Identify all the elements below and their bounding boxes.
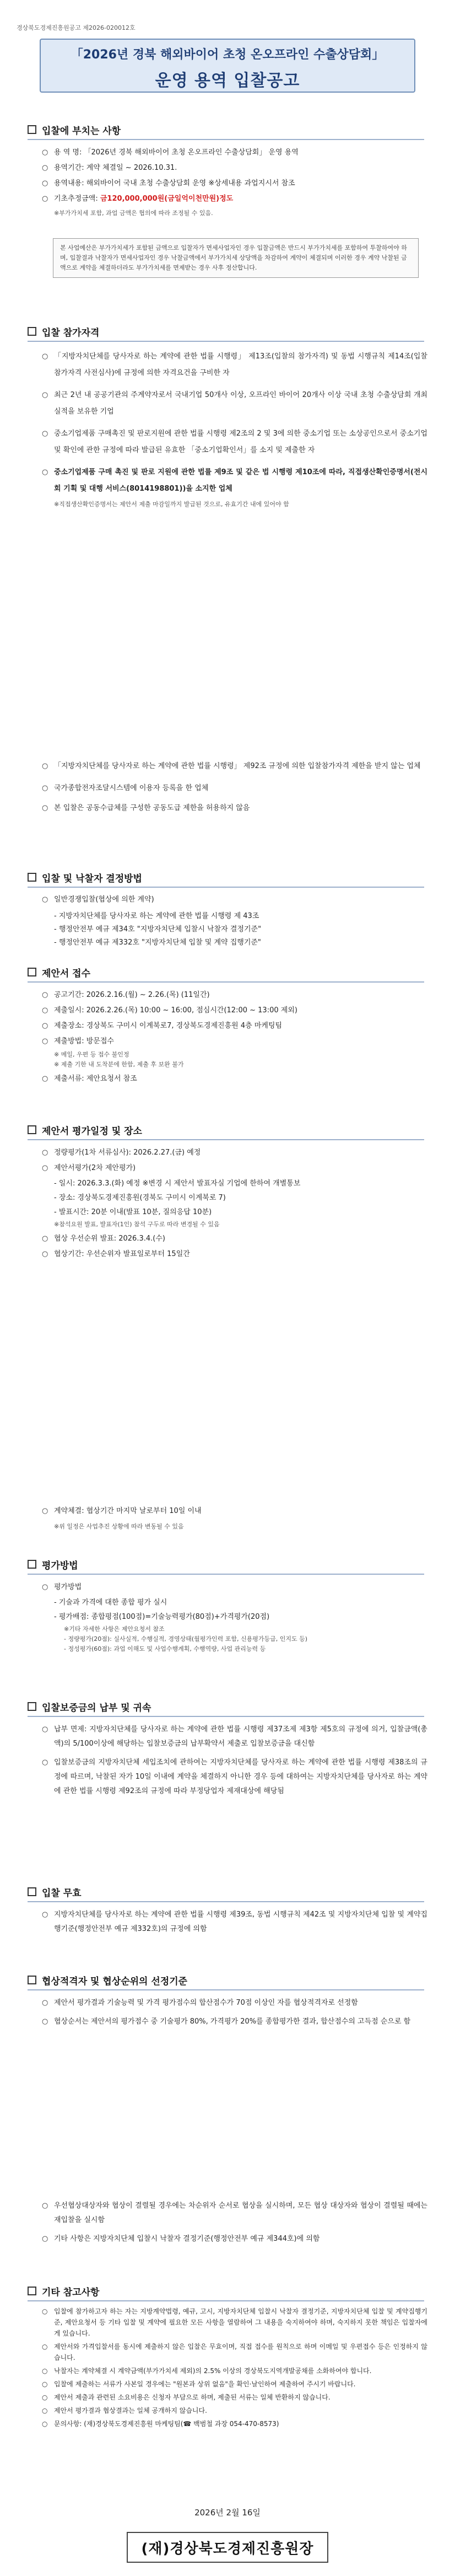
eligibility-item: 본 입찰은 공동수급체를 구성한 공동도급 제한을 허용하지 않음 <box>54 804 250 812</box>
submission-documents: 제출서류: 제안요청서 참조 <box>54 1075 137 1083</box>
section-5-continued: ○ 계약체결: 협상기간 마지막 날로부터 10일 이내 ※위 일정은 사업추진 상황에 따라 변동될 수 있음 <box>42 1504 427 1532</box>
section-9-heading: 협상적격자 및 협상순위의 선정기준 <box>28 1973 187 1987</box>
eligibility-item: 최근 2년 내 공공기관의 주계약자로서 국내기업 50개사 이상, 오프라인 바이어 20개사 이상 국내 초청 수출상담회 개최 실적을 보유한 기업 <box>54 391 427 416</box>
eligibility-item: 「지방자치단체를 당사자로 하는 계약에 관한 법률 시행령」 제92조 규정에 의한 입찰참가자격 제한을 받지 않는 업체 <box>54 762 421 770</box>
vat-notice-box: 본 사업예산은 부가가치세가 포함된 금액으로 입찰자가 면세사업자인 경우 입찰금액은 반드시 부가가치세를 포함하여 투찰하여야 하며, 입찰결과 낙찰자가 면세사업자인 경우 낙찰금액에서 부가가치세 상당액을 차감하여 계약이 체결되며 이러한 경우 계약 낙찰된 금액으로 계약을 체결하더라도 부가가치세를 면제받는 경우 사후 정산합니다. <box>53 238 419 278</box>
document-number: 경상북도경제진흥원공고 제2026-020012호 <box>17 24 136 31</box>
square-bullet-icon <box>28 1887 36 1896</box>
section-divider <box>28 1574 424 1575</box>
section-2-continued: ○ 「지방자치단체를 당사자로 하는 계약에 관한 법률 시행령」 제92조 규정에 의한 입찰참가자격 제한을 받지 않는 업체 ○ 국가종합전자조달시스템에 이용자 등록을 한 업체 ○ 본 입찰은 공동수급체를 구성한 공동도급 제한을 허용하지 않음 <box>42 762 421 812</box>
reference-item: 입찰에 제출하는 서류가 사본일 경우에는 "원본과 상위 없음"을 확인·날인하여 제출하여 주시기 바랍니다. <box>54 2380 356 2388</box>
square-bullet-icon <box>28 1560 36 1569</box>
section-divider <box>28 981 424 983</box>
negotiation-item: 기타 사항은 지방자치단체 입찰시 낙찰자 결정기준(행정안전부 예규 제344호)에 의함 <box>54 2235 320 2243</box>
square-bullet-icon <box>28 968 36 976</box>
section-6-body: ○ 평가방법 - 기술과 가격에 대한 종합 평가 실시 - 평가배점: 종합평점(100점)=기술능력평가(80점)+가격평가(20점) ※기타 자세한 사항은 제안요청서 참조 - 정량평가(20점): 실사실적, 수행실적, 경영상태(월평가인력 포함, 신용평가등급, 인지도 등) - 정성평가(60점): 과업 이해도 및 사업수행계획, 수행역량, 사업 관리능력 등 <box>42 1580 427 1654</box>
section-3-body: ○ 일반경쟁입찰(협상에 의한 계약) - 지방자치단체를 당사자로 하는 계약에 관한 법률 시행령 제 43조 - 행정안전부 예규 제34호 "지방자치단체 입찰시 낙찰자 결정기준" - 행정안전부 예규 제332호 "지방자치단체 입찰 및 계약 집행기준" <box>42 893 427 949</box>
deposit-item: 납부 면제: 지방자치단체를 당사자로 하는 계약에 관한 법률 시행령 제37조제 제3항 제5호의 규정에 의거, 입찰금액(총액)의 5/100이상에 해당하는 입찰보증금의 납부확약서 제출로 입찰보증금을 대신함 <box>54 1725 427 1748</box>
reference-item: 입찰에 참가하고자 하는 자는 지방계약법령, 예규, 고시, 지방자치단체 입찰시 낙찰자 결정기준, 지방자치단체 입찰 및 계약집행기준, 제안요청서 등 기타 입찰 및 계약에 필요한 모든 사항을 열람하여 그 내용을 숙지하여야 하며, 숙지하지 못한 책임은 입찰자에게 있습니다. <box>54 2307 427 2337</box>
notice-date: 2026년 2월 16일 <box>194 2508 261 2518</box>
budget-note: ※부가가치세 포함, 과업 금액은 협의에 따라 조정될 수 있음. <box>54 210 213 217</box>
submission-note: ※ 제출 기한 내 도착분에 한함, 제출 후 보완 불가 <box>54 1061 184 1068</box>
square-bullet-icon <box>28 873 36 882</box>
square-bullet-icon <box>28 327 36 336</box>
section-2-heading: 입찰 참가자격 <box>28 324 99 339</box>
section-divider <box>28 1901 424 1902</box>
evaluation-method: 평가방법 <box>54 1583 82 1591</box>
eligibility-item: 국가종합전자조달시스템에 이용자 등록을 한 업체 <box>54 784 209 792</box>
section-divider <box>28 2300 424 2301</box>
evaluation-schedule: 정량평가(1차 서류심사): 2026.2.27.(금) 예정 <box>54 1149 201 1157</box>
law-reference: - 행정안전부 예규 제332호 "지방자치단체 입찰 및 계약 집행기준" <box>54 938 261 947</box>
section-7-body: ○ 납부 면제: 지방자치단체를 당사자로 하는 계약에 관한 법률 시행령 제37조제 제3항 제5호의 규정에 의거, 입찰금액(총액)의 5/100이상에 해당하는 입찰보증금의 납부확약서 제출로 입찰보증금을 대신함 ○ 입찰보증금의 지방자치단체 세입조치에 관하여는 지방자치단체를 당사자로 하는 계약에 관한 법률 시행령 제38조의 규정에 따르며, 낙찰된 자가 10일 이내에 계약을 체결하지 아니한 경우 등에 대하여는 지방자치단체를 당사자로 하는 계약에 관한 법률 시행령 제92조의 규정에 따라 부정당업자 제재대상에 해당됨 <box>42 1725 427 1795</box>
submission-note: ※ 메일, 우편 등 접수 불인정 <box>54 1051 129 1058</box>
title-box <box>40 39 415 93</box>
section-8-heading: 입찰 무효 <box>28 1885 82 1899</box>
reference-item: 제안서와 가격입찰서를 동시에 제출하지 않은 입찰은 무효이며, 직접 접수를 원칙으로 하며 이메일 및 우편접수 등은 인정하지 않습니다. <box>54 2343 427 2362</box>
section-7-heading: 입찰보증금의 납부 및 귀속 <box>28 1699 151 1714</box>
issuer-name: (재)경상북도경제진흥원장 <box>141 2540 314 2557</box>
evaluation-schedule: 제안서평가(2차 제안평가) <box>54 1164 136 1172</box>
bid-method: 일반경쟁입찰(협상에 의한 계약) <box>54 895 154 904</box>
section-9-body: ○ 제안서 평가결과 기술능력 및 가격 평가점수의 합산점수가 70점 이상인 자를 협상적격자로 선정함 ○ 협상순서는 제안서의 평가점수 중 기술평가 80%, 가격평가 20%를 종합평가한 결과, 합산점수의 고득점 순으로 함 <box>42 1999 411 2026</box>
budget-amount: 금120,000,000원(금일억이천만원)정도 <box>100 195 234 203</box>
law-reference: - 행정안전부 예규 제34호 "지방자치단체 입찰시 낙찰자 결정기준" <box>54 925 262 933</box>
section-3-heading: 입찰 및 낙찰자 결정방법 <box>28 870 142 884</box>
square-bullet-icon <box>28 1976 36 1984</box>
title-main: 운영 용역 입찰공고 <box>155 71 300 90</box>
evaluation-detail: - 일시: 2026.3.3.(화) 예정 ※변경 시 제안서 발표자실 기업에 한하여 개별통보 <box>54 1179 301 1188</box>
section-6-heading: 평가방법 <box>28 1557 78 1571</box>
evaluation-detail: - 평가배점: 종합평점(100점)=기술능력평가(80점)+가격평가(20점) <box>54 1613 270 1621</box>
deposit-item: 입찰보증금의 지방자치단체 세입조치에 관하여는 지방자치단체를 당사자로 하는 계약에 관한 법률 시행령 제38조의 규정에 따르며, 낙찰된 자가 10일 이내에 계약을 체결하지 아니한 경우 등에 대하여는 지방자치단체를 당사자로 하는 계약에 관한 법률 시행령 제92조의 규정에 따라 부정당업자 제재대상에 해당됨 <box>54 1758 427 1795</box>
section-divider <box>28 341 424 342</box>
submission-place: 제출장소: 경상북도 구미시 이계북로7, 경상북도경제진흥원 4층 마케팅팀 <box>54 1022 283 1030</box>
section-8-body: ○ 지방자치단체를 당사자로 하는 계약에 관한 법률 시행령 제39조, 동법 시행규칙 제42조 및 지방자치단체 입찰 및 계약집행기준(행정안전부 예규 제332호)의 규정에 의함 <box>42 1910 427 1933</box>
evaluation-detail: - 기술과 가격에 대한 종합 평가 실시 <box>54 1598 167 1607</box>
evaluation-detail: - 정성평가(60점): 과업 이해도 및 사업수행계획, 수행역량, 사업 관리능력 등 <box>64 1645 266 1652</box>
section-divider <box>28 1139 424 1140</box>
section-4-heading: 제안서 접수 <box>28 965 90 979</box>
section-divider <box>28 1716 424 1717</box>
reference-item: 낙찰자는 계약체결 시 계약금액(부가가치세 제외)의 2.5% 이상의 경상북도지역개발공채를 소화하여야 합니다. <box>54 2367 372 2375</box>
eligibility-item: 「지방자치단체를 당사자로 하는 계약에 관한 법률 시행령」 제13조(입찰의 참가자격) 및 동법 시행규칙 제14조(입찰 참가자격 사전심사)에 규정에 의한 자격요건을 구비한 자 <box>54 352 427 377</box>
negotiation-item: 우선협상대상자와 협상이 결렬될 경우에는 차순위자 순서로 협상을 실시하며, 모든 협상 대상자와 협상이 결렬될 때에는 재입찰을 실시함 <box>54 2202 427 2224</box>
submission-method: 제출방법: 방문접수 <box>54 1037 114 1045</box>
evaluation-note: ※참석요원 발표, 발표자(1인) 참석 구두로 따라 변경될 수 있음 <box>54 1221 220 1228</box>
section-5-body: ○ 정량평가(1차 서류심사): 2026.2.27.(금) 예정 ○ 제안서평가(2차 제안평가) - 일시: 2026.3.3.(화) 예정 ※변경 시 제안서 발표자실 기업에 한하여 개별통보 - 장소: 경상북도경제진흥원(경북도 구미시 이계북로 7) - 발표시간: 20분 이내(발표 10분, 질의응답 10분) ※참석요원 발표, 발표자(1인) 참석 구두로 따라 변경될 수 있음 ○ 협상 우선순위 발표: 2026.3.4.(수) ○ 협상기간: 우선순위자 발표일로부터 15일간 <box>42 1146 427 1265</box>
section-4-body: ○ 공고기간: 2026.2.16.(월) ~ 2.26.(목) (11일간) ○ 제출일시: 2026.2.26.(목) 10:00 ~ 16:00, 점심시간(12:00 ~ 13:00 제외) ○ 제출장소: 경상북도 구미시 이계북로7, 경상북도경제진흥원 4층 마케팅팀 ○ 제출방법: 방문접수 ※ 메일, 우편 등 접수 불인정 ※ 제출 기한 내 도착분에 한함, 제출 후 보완 불가 ○ 제출서류: 제안요청서 참조 <box>42 988 427 1090</box>
section-1-heading: 입찰에 부치는 사항 <box>28 122 121 137</box>
notice-period: 공고기간: 2026.2.16.(월) ~ 2.26.(목) (11일간) <box>54 991 210 999</box>
evaluation-schedule: 협상기간: 우선순위자 발표일로부터 15일간 <box>54 1250 190 1258</box>
eligibility-note: ※직접생산확인증명서는 제안서 제출 마감일까지 발급된 것으로, 유효기간 내에 있어야 함 <box>54 501 289 508</box>
submission-datetime: 제출일시: 2026.2.26.(목) 10:00 ~ 16:00, 점심시간(12:00 ~ 13:00 제외) <box>54 1006 297 1015</box>
evaluation-detail: - 발표시간: 20분 이내(발표 10분, 질의응답 10분) <box>54 1208 212 1216</box>
square-bullet-icon <box>28 2287 36 2295</box>
invalid-bid-item: 지방자치단체를 당사자로 하는 계약에 관한 법률 시행령 제39조, 동법 시행규칙 제42조 및 지방자치단체 입찰 및 계약집행기준(행정안전부 예규 제332호)의 규정에 의함 <box>54 1910 427 1933</box>
eligibility-item: 중소기업제품 구매 촉진 및 판로 지원에 관한 법률 제9조 및 같은 법 시행령 제10조에 따라, 직접생산확인증명서(전시회 기획 및 대행 서비스(8014198801))을 소지한 업체 <box>54 468 427 493</box>
title-subtitle: 「2026년 경북 해외바이어 초청 온오프라인 수출상담회」 <box>71 48 384 62</box>
schedule-note: ※위 일정은 사업추진 상황에 따라 변동될 수 있음 <box>54 1523 184 1530</box>
negotiation-item: 제안서 평가결과 기술능력 및 가격 평가점수의 합산점수가 70점 이상인 자를 협상적격자로 선정함 <box>54 1999 358 2007</box>
service-name: 용 역 명: 「2026년 경북 해외바이어 초청 온오프라인 수출상담회」 운영 용역 <box>54 148 299 157</box>
section-2-body: ○ 「지방자치단체를 당사자로 하는 계약에 관한 법률 시행령」 제13조(입찰의 참가자격) 및 동법 시행규칙 제14조(입찰 참가자격 사전심사)에 규정에 의한 자격요건을 구비한 자 ○ 최근 2년 내 공공기관의 주계약자로서 국내기업 50개사 이상, 오프라인 바이어 20개사 이상 국내 초청 수출상담회 개최 실적을 보유한 기업 ○ 중소기업제품 구매촉진 및 판로지원에 관한 법률 시행령 제2조의 2 및 3에 의한 중소기업 또는 소상공인으로서 중소기업 및 확인에 관한 규정에 따라 발급된 유효한 「중소기업확인서」를 소지 및 제출한 자 ○ 중소기업제품 구매 촉진 및 판로 지원에 관한 법률 제9조 및 같은 법 시행령 제10조에 따라, 직접생산확인증명서(전시회 기획 및 대행 서비스(8014198801))을 소지한 업체 ※직접생산확인증명서는 제안서 제출 마감일까지 발급된 것으로, 유효기간 내에 있어야 함 <box>42 348 427 513</box>
section-9-continued: ○ 우선협상대상자와 협상이 결렬될 경우에는 차순위자 순서로 협상을 실시하며, 모든 협상 대상자와 협상이 결렬될 때에는 재입찰을 실시함 ○ 기타 사항은 지방자치단체 입찰시 낙찰자 결정기준(행정안전부 예규 제344호)에 의함 <box>42 2202 427 2243</box>
evaluation-detail: - 정량평가(20점): 실사실적, 수행실적, 경영상태(월평가인력 포함, 신용평가등급, 인지도 등) <box>64 1635 308 1643</box>
section-divider <box>28 139 424 140</box>
section-5-heading: 제안서 평가일정 및 장소 <box>28 1123 142 1137</box>
section-10-heading: 기타 참고사항 <box>28 2284 99 2298</box>
reference-item: 제안서 제출과 관련된 소요비용은 신청자 부담으로 하며, 제출된 서류는 일체 반환하지 않습니다. <box>54 2393 331 2401</box>
square-bullet-icon <box>28 125 36 134</box>
eligibility-item: 중소기업제품 구매촉진 및 판로지원에 관한 법률 시행령 제2조의 2 및 3에 의한 중소기업 또는 소상공인으로서 중소기업 및 확인에 관한 규정에 따라 발급된 유효한 「중소기업확인서」를 소지 및 제출한 자 <box>54 430 427 454</box>
reference-item: 제안서 평가결과 협상결과는 일체 공개하지 않습니다. <box>54 2407 207 2414</box>
issuer-box <box>127 2532 328 2563</box>
service-content: 용역내용: 해외바이어 국내 초청 수출상담회 운영 ※상세내용 과업지시서 참조 <box>54 179 295 187</box>
contract-schedule: 계약체결: 협상기간 마지막 날로부터 10일 이내 <box>54 1507 202 1515</box>
square-bullet-icon <box>28 1702 36 1711</box>
evaluation-note: ※기타 자세한 사항은 제안요청서 참조 <box>64 1625 165 1633</box>
evaluation-detail: - 장소: 경상북도경제진흥원(경북도 구미시 이계북로 7) <box>54 1194 226 1202</box>
service-period: 용역기간: 계약 체결일 ~ 2026.10.31. <box>54 164 177 172</box>
contact-info: 문의사항: (재)경상북도경제진흥원 마케팅팀(☎ 백범철 과장 054-470-8573) <box>54 2420 279 2428</box>
negotiation-item: 협상순서는 제안서의 평가점수 중 기술평가 80%, 가격평가 20%를 종합평가한 결과, 합산점수의 고득점 순으로 함 <box>54 2017 411 2026</box>
section-10-body: ○ 입찰에 참가하고자 하는 자는 지방계약법령, 예규, 고시, 지방자치단체 입찰시 낙찰자 결정기준, 지방자치단체 입찰 및 계약집행기준, 제안요청서 등 기타 입찰 및 계약에 필요한 모든 사항을 열람하여 그 내용을 숙지하여야 하며, 숙지하지 못한 책임은 입찰자에게 있습니다. ○ 제안서와 가격입찰서를 동시에 제출하지 않은 입찰은 무효이며, 직접 접수를 원칙으로 하며 이메일 및 우편접수 등은 인정하지 않습니다. ○ 낙찰자는 계약체결 시 계약금액(부가가치세 제외)의 2.5% 이상의 경상북도지역개발공채를 소화하여야 합니다. ○ 입찰에 제출하는 서류가 사본일 경우에는 "원본과 상위 없음"을 확인·날인하여 제출하여 주시기 바랍니다. ○ 제안서 제출과 관련된 소요비용은 신청자 부담으로 하며, 제출된 서류는 일체 반환하지 않습니다. ○ 제안서 평가결과 협상결과는 일체 공개하지 않습니다. ○ 문의사항: (재)경상북도경제진흥원 마케팅팀(☎ 백범철 과장 054-470-8573) <box>42 2307 427 2428</box>
section-divider <box>28 1989 424 1990</box>
section-divider <box>28 887 424 888</box>
law-reference: - 지방자치단체를 당사자로 하는 계약에 관한 법률 시행령 제 43조 <box>54 912 259 920</box>
square-bullet-icon <box>28 1125 36 1134</box>
section-1-body: ○ 용 역 명: 「2026년 경북 해외바이어 초청 온오프라인 수출상담회」 운영 용역 ○ 용역기간: 계약 체결일 ~ 2026.10.31. ○ 용역내용: 해외바이어 국내 초청 수출상담회 운영 ※상세내용 과업지시서 참조 ○ 기초추정금액: 금120,000,000원(금일억이천만원)정도 ※부가가치세 포함, 과업 금액은 협의에 따라 조정될 수 있음. <box>42 147 427 222</box>
budget-label: 기초추정금액: <box>54 195 100 203</box>
evaluation-schedule: 협상 우선순위 발표: 2026.3.4.(수) <box>54 1235 165 1243</box>
